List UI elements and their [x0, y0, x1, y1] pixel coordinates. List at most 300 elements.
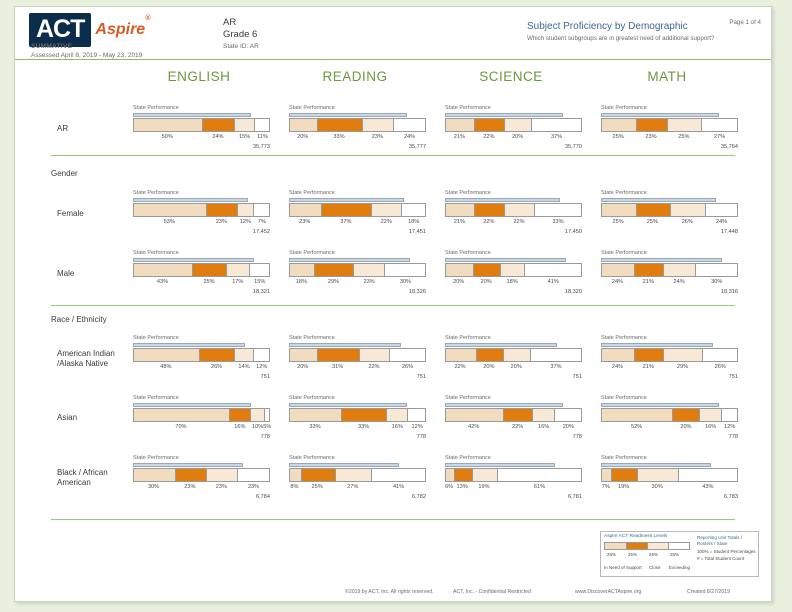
student-count: 18,326 [408, 289, 426, 295]
footer-copyright: ©2019 by ACT, Inc. All rights reserved. [345, 589, 434, 595]
segment-percent: 30% [147, 484, 160, 490]
student-count: 17,450 [564, 229, 582, 235]
bar-segment-close [192, 264, 226, 276]
segment-percent: 17% [232, 279, 244, 285]
act-logo [29, 13, 150, 47]
segment-percent: 22% [513, 219, 525, 225]
bar-segment-ready [362, 119, 393, 131]
state-performance-bar [133, 403, 270, 407]
report-subject-info [223, 17, 259, 53]
bar-segment-close [636, 119, 667, 131]
state-performance-label: State Performance [289, 455, 335, 461]
segment-percent: 12% [411, 424, 423, 430]
state-performance-fill [289, 198, 404, 202]
state-performance-bar [133, 113, 270, 117]
segment-percent: 41% [392, 484, 405, 490]
bar-segment-ready [699, 409, 721, 421]
student-count: 35,773 [252, 144, 270, 150]
state-performance-label: State Performance [601, 190, 647, 196]
bar-segment-ready [371, 204, 401, 216]
bar-segment-ready [663, 349, 702, 361]
segment-percent: 33% [309, 424, 321, 430]
state-performance-fill [601, 343, 713, 347]
bar-segment-close [314, 264, 353, 276]
bar-segment-ready [670, 204, 705, 216]
state-performance-label: State Performance [133, 335, 179, 341]
student-count: 778 [572, 434, 582, 440]
proficiency-bar [133, 118, 270, 132]
bar-segment-in-need-of-support [134, 264, 192, 276]
footer-created-date: Created 8/27/2019 [687, 589, 730, 595]
segment-percent: 26% [401, 364, 414, 370]
segment-percent: 48% [160, 364, 172, 370]
segment-percent: 33% [333, 134, 345, 140]
subject-cell [445, 190, 585, 235]
report-sheet [14, 6, 772, 602]
state-performance-fill [133, 258, 254, 262]
segment-percent: 19% [478, 484, 490, 490]
bar-segment-exceeding [371, 469, 425, 481]
student-count: 18,316 [720, 289, 738, 295]
segment-percent: 18% [295, 279, 307, 285]
subject-cell [445, 250, 585, 295]
proficiency-bar [289, 408, 426, 422]
legend [600, 531, 759, 577]
legend-title: Aspire ACT Readiness Levels [604, 534, 668, 539]
subject-cell [445, 105, 585, 150]
legend-seg-ready [647, 543, 668, 549]
proficiency-bar [133, 408, 270, 422]
segment-percent: 20% [297, 134, 309, 140]
state-performance-label: State Performance [445, 335, 491, 341]
bar-segment-exceeding [554, 409, 581, 421]
segment-percent: 22% [483, 134, 495, 140]
footer-confidential: ACT, Inc. - Confidential Restricted [453, 589, 531, 595]
legend-right-title: Reporting Unit Totals / Rosters / State [697, 535, 743, 546]
assessed-dates: Assessed April 8, 2019 - May 23, 2019 [31, 52, 143, 59]
segment-percent: 18% [408, 219, 420, 225]
bar-segment-ready [226, 264, 249, 276]
bar-segment-exceeding [401, 204, 425, 216]
segment-percent: 20% [480, 279, 492, 285]
proficiency-bar [601, 118, 738, 132]
state-performance-bar [289, 403, 426, 407]
proficiency-bar [445, 408, 582, 422]
segment-percent: 7% [601, 484, 610, 490]
state-performance-label: State Performance [445, 105, 491, 111]
segment-percent: 24% [403, 134, 416, 140]
subject-header-reading: READING [322, 69, 388, 84]
segment-percent: 50% [161, 134, 173, 140]
segment-percent: 30% [651, 484, 663, 490]
bar-segment-exceeding [702, 349, 737, 361]
demographic-row-label [57, 413, 119, 423]
segment-percent: 21% [642, 279, 654, 285]
state-performance-bar [133, 343, 270, 347]
subject-header-science: SCIENCE [479, 69, 543, 84]
act-logo-text: ACT [29, 13, 91, 47]
state-performance-fill [445, 258, 566, 262]
legend-scale-left: In Need of Support [604, 565, 642, 570]
subject-cell [133, 190, 273, 235]
state-performance-fill [601, 198, 716, 202]
segment-percent: 53% [163, 219, 175, 225]
segment-percent: 24% [611, 279, 624, 285]
state-performance-fill [289, 463, 399, 467]
segment-percent: 22% [380, 219, 392, 225]
segment-percent: 22% [483, 219, 495, 225]
student-count: 18,321 [252, 289, 270, 295]
section-divider [51, 305, 735, 306]
segment-percent: 8% [290, 484, 299, 490]
segment-percent: 11% [257, 134, 268, 140]
segment-percent: 25% [646, 219, 658, 225]
segment-percent: 29% [676, 364, 689, 370]
bar-segment-ready [667, 119, 701, 131]
report-question: Which student subgroups are in greatest need of additional support? [527, 35, 715, 42]
subject-cell [601, 190, 741, 235]
segment-percent: 22% [454, 364, 466, 370]
bar-segment-close [317, 349, 359, 361]
subject-cell [601, 335, 741, 380]
segment-percent: 13% [456, 484, 468, 490]
bar-segment-in-need-of-support [134, 409, 229, 421]
segment-percent-labels [289, 219, 426, 228]
student-count: 35,764 [720, 144, 738, 150]
segment-percent-labels [445, 219, 582, 228]
bar-segment-ready [532, 409, 554, 421]
bar-segment-in-need-of-support [290, 204, 321, 216]
segment-percent: 41% [547, 279, 559, 285]
subject-cell [289, 395, 429, 440]
subject-cell [601, 105, 741, 150]
bar-segment-in-need-of-support [602, 204, 636, 216]
student-count: 6,784 [256, 494, 270, 500]
subject-cell [289, 105, 429, 150]
bar-segment-close [229, 409, 251, 421]
bar-segment-ready [359, 349, 389, 361]
student-count: 35,770 [564, 144, 582, 150]
bar-segment-in-need-of-support [290, 349, 317, 361]
proficiency-bar [289, 348, 426, 362]
bar-segment-in-need-of-support [602, 119, 636, 131]
segment-percent-labels [601, 424, 738, 433]
demographic-row-label [57, 209, 119, 219]
state-performance-label: State Performance [133, 105, 179, 111]
bar-segment-exceeding [531, 119, 581, 131]
state-performance-bar [601, 113, 738, 117]
segment-percent-labels [133, 134, 270, 143]
segment-percent-labels [601, 279, 738, 288]
bar-segment-exceeding [678, 469, 737, 481]
bar-segment-in-need-of-support [602, 469, 611, 481]
student-count: 17,452 [252, 229, 270, 235]
segment-percent: 21% [642, 364, 654, 370]
state-performance-fill [445, 113, 563, 117]
state-performance-bar [445, 403, 582, 407]
bar-segment-ready [503, 349, 530, 361]
subject-cell [133, 455, 273, 500]
segment-percent: 26% [210, 364, 223, 370]
legend-pct-4: 25% [670, 552, 680, 557]
segment-percent: 42% [468, 424, 480, 430]
demographic-row-label-line: American [57, 478, 91, 487]
subject-cell [133, 395, 273, 440]
bar-segment-in-need-of-support [602, 349, 634, 361]
bar-segment-ready [237, 204, 253, 216]
segment-percent: 27% [347, 484, 359, 490]
state-performance-fill [289, 113, 407, 117]
state-performance-bar [445, 463, 582, 467]
segment-percent-labels [133, 364, 270, 373]
state-performance-bar [445, 113, 582, 117]
segment-percent-labels [289, 134, 426, 143]
bar-segment-close [341, 409, 386, 421]
demographic-row-label-line: Black / African [57, 468, 108, 477]
subject-cell [133, 250, 273, 295]
segment-percent: 16% [538, 424, 550, 430]
state-performance-fill [133, 403, 251, 407]
aspire-text: Aspire [95, 21, 146, 38]
state-performance-bar [133, 463, 270, 467]
state-performance-fill [445, 198, 560, 202]
org-name: AR [223, 17, 237, 28]
state-performance-fill [133, 198, 248, 202]
report-header [15, 7, 771, 60]
state-performance-label: State Performance [445, 395, 491, 401]
segment-percent-labels [445, 279, 582, 288]
bar-segment-close [474, 119, 504, 131]
footer-url[interactable]: www.DiscoverACTAspire.org [575, 589, 642, 595]
state-performance-bar [289, 343, 426, 347]
segment-percent: 16% [704, 424, 717, 430]
bar-segment-in-need-of-support [446, 204, 474, 216]
section-divider [51, 519, 735, 520]
bar-segment-close [321, 204, 371, 216]
segment-percent: 24% [715, 219, 728, 225]
segment-percent: 14% [238, 364, 250, 370]
bar-segment-exceeding [384, 264, 425, 276]
legend-scale-right: Exceeding [669, 565, 691, 570]
proficiency-bar [601, 468, 738, 482]
segment-percent: 7% [257, 219, 266, 225]
segment-percent: 10% [252, 424, 264, 430]
proficiency-bar [445, 118, 582, 132]
aspire-wordmark [95, 14, 151, 39]
segment-percent: 24% [212, 134, 224, 140]
segment-percent-labels [289, 279, 426, 288]
segment-percent: 23% [184, 484, 196, 490]
bar-segment-close [636, 204, 670, 216]
proficiency-bar [133, 468, 270, 482]
proficiency-bar [445, 348, 582, 362]
segment-percent: 20% [483, 364, 495, 370]
proficiency-bar [133, 348, 270, 362]
bar-segment-in-need-of-support [134, 469, 175, 481]
bar-segment-close [474, 204, 504, 216]
bar-segment-close [634, 349, 662, 361]
proficiency-bar [445, 203, 582, 217]
subject-cell [289, 335, 429, 380]
segment-percent: 30% [399, 279, 412, 285]
segment-percent: 37% [550, 364, 562, 370]
segment-percent: 20% [562, 424, 574, 430]
legend-seg-close [626, 543, 647, 549]
state-performance-fill [289, 403, 407, 407]
segment-percent: 25% [612, 219, 624, 225]
bar-segment-ready [472, 469, 498, 481]
state-performance-bar [445, 258, 582, 262]
bar-segment-close [473, 264, 500, 276]
segment-percent: 23% [247, 484, 260, 490]
state-performance-label: State Performance [133, 455, 179, 461]
demographic-row-label-line: Male [57, 269, 75, 278]
state-performance-bar [445, 198, 582, 202]
bar-segment-exceeding [497, 469, 581, 481]
proficiency-bar [133, 263, 270, 277]
bar-segment-in-need-of-support [446, 469, 454, 481]
state-performance-fill [601, 113, 719, 117]
proficiency-bar [445, 468, 582, 482]
state-performance-label: State Performance [133, 395, 179, 401]
student-count: 6,781 [568, 494, 582, 500]
state-id: State ID: AR [223, 43, 259, 50]
legend-seg-exceeding [668, 543, 689, 549]
student-count: 751 [728, 374, 738, 380]
segment-percent: 31% [332, 364, 344, 370]
segment-percent-labels [601, 219, 738, 228]
segment-percent: 26% [714, 364, 726, 370]
state-performance-label: State Performance [289, 395, 335, 401]
bar-segment-in-need-of-support [446, 264, 473, 276]
state-performance-bar [601, 258, 738, 262]
state-performance-fill [133, 343, 245, 347]
demographic-row-label [57, 124, 119, 134]
segment-percent: 6% [445, 484, 454, 490]
legend-note-percent: 100% = Student Percentages [697, 549, 756, 554]
segment-percent-labels [601, 364, 738, 373]
segment-percent: 20% [453, 279, 465, 285]
subject-cell [445, 395, 585, 440]
bar-segment-close [476, 349, 503, 361]
bar-segment-in-need-of-support [290, 469, 301, 481]
state-performance-fill [133, 463, 243, 467]
subject-cell [601, 250, 741, 295]
bar-segment-exceeding [534, 204, 581, 216]
state-performance-label: State Performance [601, 455, 647, 461]
state-performance-label: State Performance [445, 250, 491, 256]
legend-seg-in-need [605, 543, 626, 549]
state-performance-fill [289, 343, 401, 347]
segment-percent-labels [445, 424, 582, 433]
bar-segment-ready [353, 264, 384, 276]
subject-cell [133, 105, 273, 150]
subject-cell [289, 455, 429, 500]
state-performance-bar [601, 463, 738, 467]
bar-segment-exceeding [393, 119, 425, 131]
bar-segment-exceeding [721, 409, 737, 421]
state-performance-fill [601, 463, 711, 467]
bar-segment-close [503, 409, 533, 421]
segment-percent: 22% [368, 364, 380, 370]
student-count: 6,782 [412, 494, 426, 500]
student-count: 778 [416, 434, 426, 440]
bar-segment-ready [637, 469, 678, 481]
segment-percent: 21% [453, 134, 465, 140]
segment-percent: 12% [256, 364, 268, 370]
segment-percent: 43% [156, 279, 169, 285]
bar-segment-exceeding [705, 204, 737, 216]
bar-segment-exceeding [695, 264, 737, 276]
state-performance-label: State Performance [289, 190, 335, 196]
segment-percent-labels [289, 424, 426, 433]
subject-header-english: ENGLISH [167, 69, 231, 84]
segment-percent-labels [289, 484, 426, 493]
state-performance-label: State Performance [601, 250, 647, 256]
bar-segment-ready [234, 119, 254, 131]
segment-percent: 29% [327, 279, 340, 285]
bar-segment-close [199, 349, 234, 361]
summative-label: SUMMATIVE [31, 43, 73, 50]
bar-segment-ready [386, 409, 408, 421]
subject-header-row [15, 69, 771, 93]
segment-percent: 20% [510, 364, 522, 370]
bar-segment-ready [663, 264, 695, 276]
bar-segment-close [202, 119, 234, 131]
segment-percent: 12% [724, 424, 736, 430]
subject-cell [445, 455, 585, 500]
subject-cell [289, 190, 429, 235]
state-performance-bar [601, 198, 738, 202]
segment-percent: 21% [453, 219, 465, 225]
segment-percent: 61% [533, 484, 546, 490]
segment-percent: 23% [645, 134, 657, 140]
segment-percent: 25% [203, 279, 215, 285]
segment-percent: 25% [678, 134, 690, 140]
segment-percent: 23% [215, 219, 227, 225]
bar-segment-in-need-of-support [446, 349, 476, 361]
proficiency-bar [601, 348, 738, 362]
bar-segment-close [454, 469, 472, 481]
bar-segment-in-need-of-support [602, 264, 634, 276]
subject-cell [601, 455, 741, 500]
segment-percent: 33% [552, 219, 564, 225]
bar-segment-close [611, 469, 637, 481]
legend-pct-2: 25% [628, 552, 638, 557]
segment-percent-labels [289, 364, 426, 373]
segment-percent: 52% [631, 424, 643, 430]
state-performance-label: State Performance [289, 250, 335, 256]
bar-segment-ready [504, 204, 534, 216]
proficiency-bar [601, 408, 738, 422]
segment-percent-labels [601, 134, 738, 143]
demographic-row-label [57, 349, 119, 369]
bar-segment-exceeding [524, 264, 581, 276]
report-title-block [527, 21, 752, 43]
bar-segment-exceeding [530, 349, 581, 361]
state-performance-bar [289, 113, 426, 117]
segment-percent: 23% [371, 134, 383, 140]
segment-percent: 16% [391, 424, 403, 430]
proficiency-bar [289, 203, 426, 217]
demographic-row-label-line: /Alaska Native [57, 359, 109, 368]
bar-segment-exceeding [249, 264, 269, 276]
segment-percent: 18% [506, 279, 518, 285]
bar-segment-exceeding [264, 409, 269, 421]
segment-percent: 15% [254, 279, 266, 285]
state-performance-label: State Performance [601, 105, 647, 111]
segment-percent: 23% [363, 279, 375, 285]
